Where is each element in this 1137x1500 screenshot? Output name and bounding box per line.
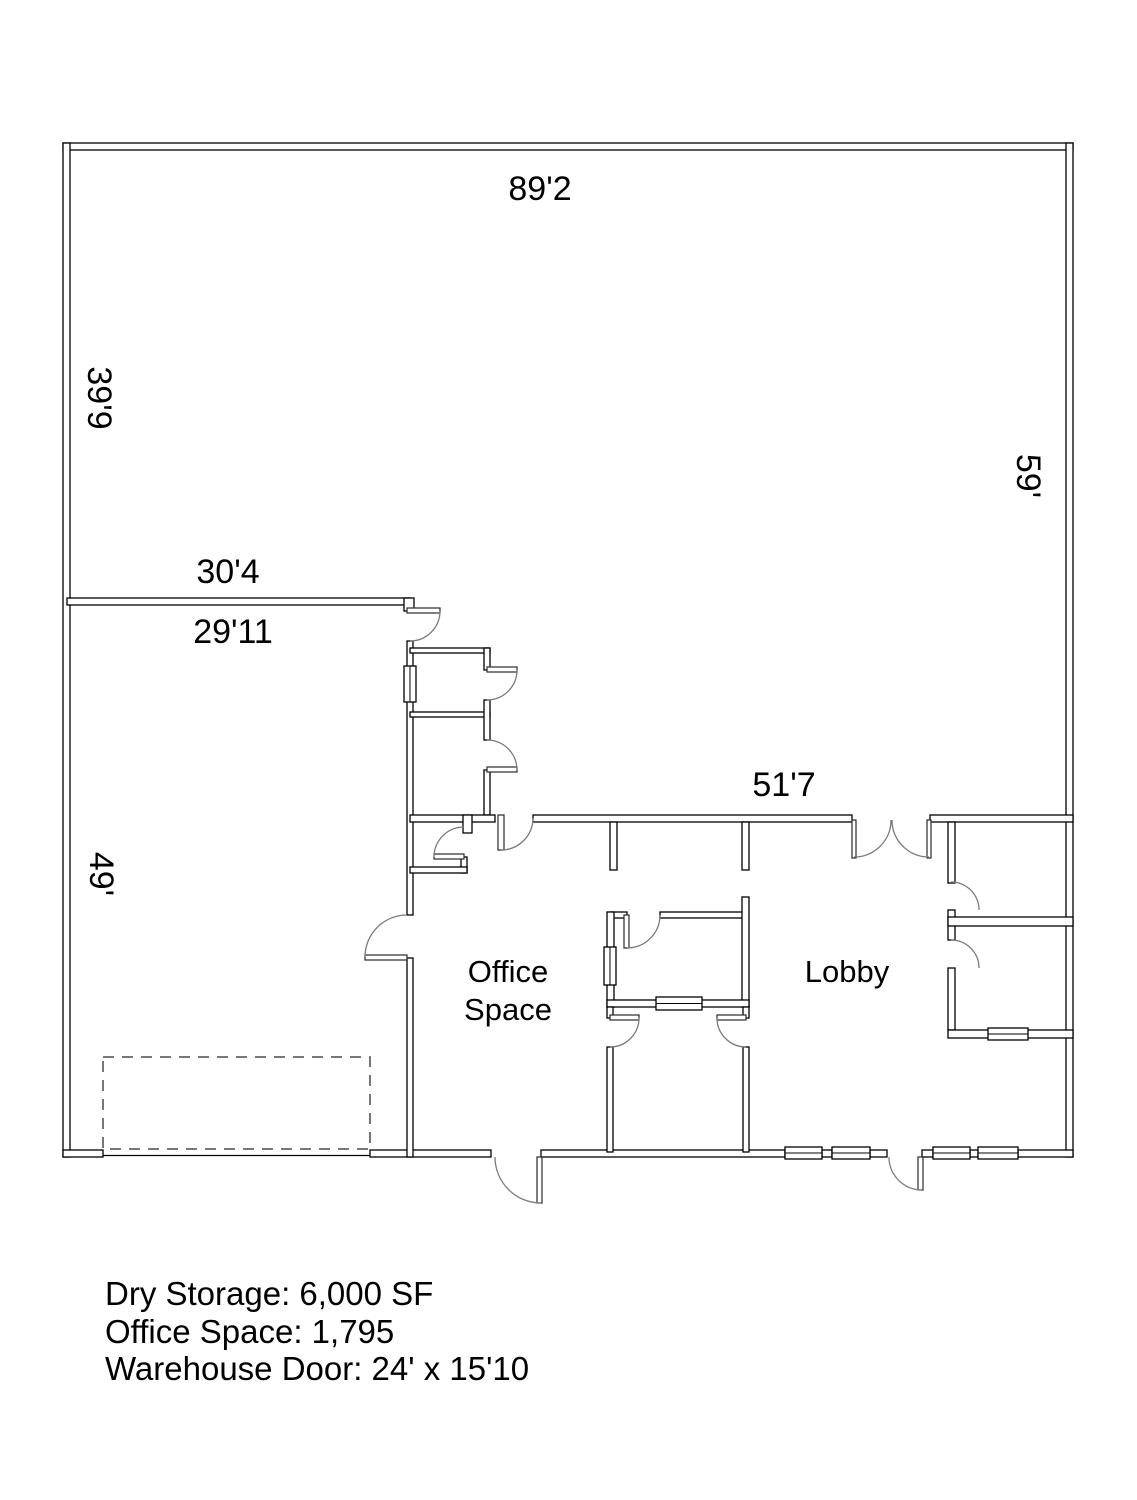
room-label-office-line2: Space xyxy=(464,992,552,1027)
exterior-door-office xyxy=(495,1157,542,1203)
office-lobby-wall xyxy=(410,815,495,822)
main-vertical-wall xyxy=(407,958,413,1157)
right-rooms-divider xyxy=(948,917,1073,926)
room-a-top-wall xyxy=(410,648,490,653)
door-room-a xyxy=(487,667,517,700)
lower-room-left-wall xyxy=(607,1047,613,1152)
office-lobby-wall xyxy=(533,815,852,822)
mid-room-right-wall xyxy=(742,897,749,1007)
wall-bottom-seg xyxy=(370,1150,491,1157)
room-label-lobby: Lobby xyxy=(804,954,890,989)
summary-warehouse-door: Warehouse Door: 24' x 15'10 xyxy=(105,1350,530,1387)
door-office-hall xyxy=(498,815,533,850)
door-storage-divider xyxy=(407,608,440,641)
room-ab-right-wall xyxy=(484,770,490,815)
room-label-office-line1: Office xyxy=(467,954,549,989)
door-mid-room xyxy=(624,915,660,948)
lower-room-right-wall xyxy=(743,1047,749,1152)
wall-top xyxy=(63,143,1073,150)
wall-bottom-seg xyxy=(870,1150,887,1157)
exterior-door-lobby xyxy=(889,1157,923,1190)
room-ab-right-wall xyxy=(484,700,490,740)
wall-bottom-seg xyxy=(822,1150,832,1157)
door-room-b xyxy=(487,740,517,772)
double-door-lobby xyxy=(852,820,931,858)
mid-room-top-wall xyxy=(660,912,748,918)
warehouse-door-dashed-rect xyxy=(103,1057,370,1149)
door-room-c xyxy=(434,827,464,859)
right-rooms-left-wall xyxy=(948,968,955,1030)
dim-right-height: 59' xyxy=(1009,453,1047,499)
wall-right xyxy=(1066,143,1073,1157)
wall-left xyxy=(63,143,70,1157)
door-lower-room-left xyxy=(610,1015,639,1047)
storage-divider-wall xyxy=(67,598,410,605)
hall-stub-left xyxy=(610,822,617,870)
wall-bottom-seg xyxy=(1018,1150,1073,1157)
warehouse-door-outline xyxy=(103,1057,370,1149)
dim-storage-wall-outer: 30'4 xyxy=(196,553,260,591)
interior-walls xyxy=(67,598,1073,1157)
summary-office-space: Office Space: 1,795 xyxy=(105,1313,395,1350)
door-lower-room-right xyxy=(717,1015,746,1047)
room-c-right-stub xyxy=(463,815,472,833)
wall-bottom-seg xyxy=(922,1150,933,1157)
right-rooms-left-wall xyxy=(948,822,955,883)
office-lobby-wall xyxy=(930,815,1073,822)
room-ab-divider xyxy=(410,712,490,717)
summary-dry-storage: Dry Storage: 6,000 SF xyxy=(105,1275,434,1312)
summary-text xyxy=(105,1275,529,1387)
dim-left-lower-height: 49' xyxy=(82,851,120,897)
dim-top-width: 89'2 xyxy=(508,170,572,208)
room-c-bottom-wall xyxy=(410,867,467,873)
dim-storage-wall-inner: 29'11 xyxy=(193,613,273,651)
hall-stub-right xyxy=(742,822,749,870)
door-right-room-bottom xyxy=(951,940,979,968)
wall-bottom-seg xyxy=(970,1150,978,1157)
door-warehouse-office xyxy=(365,915,407,960)
door-symbols xyxy=(365,608,979,1203)
wall-bottom-seg xyxy=(63,1150,103,1157)
dim-left-upper-height: 39'9 xyxy=(80,366,118,430)
dim-office-wall-width: 51'7 xyxy=(752,766,816,804)
door-right-room-top xyxy=(951,882,979,910)
